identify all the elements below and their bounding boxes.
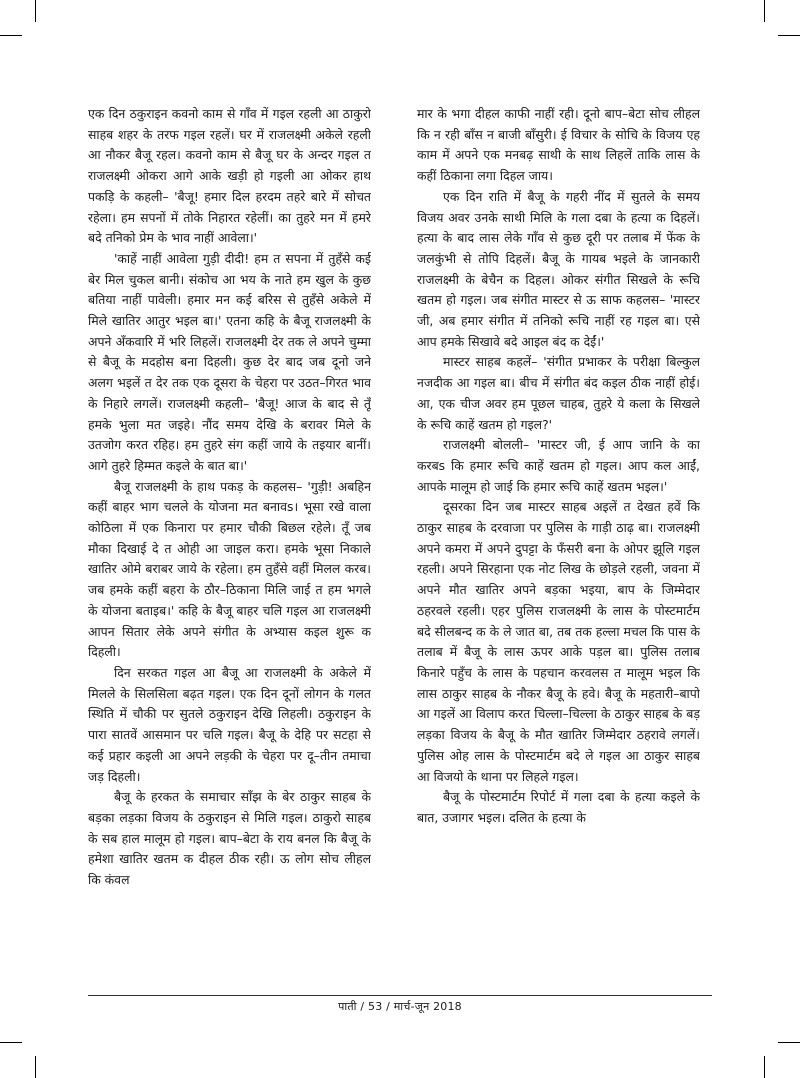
crop-mark (778, 1042, 800, 1043)
left-text-column (88, 104, 371, 986)
paragraph: बैजू के हरकत के समाचार साँझ के बेर ठाकुर साहब के बड़का लड़का विजय के ठकुराइन से मिलि गइल। ठाकुरो साहब के सब हाल मालूम हो गइल। बाप–बेटा के राय बनल कि बैजू के हमेशा खातिर खतम क दीहल ठीक रही। ऊ लोग सोच लीहल कि कंवल (88, 789, 371, 888)
paragraph: 'काहें नाहीं आवेला गुड़ी दीदी! हम त सपना में तुहँसे कई बेर मिल चुकल बानी। संकोच आ भय के नाते हम खुल के कुछ बतिया नाहीं पावेली। हमार मन कई बरिस से तुहँसे अकेले में मिले खातिर आतुर भइल बा।' एतना कहि के बैजू राजलक्ष्मी के अपने अँकवारि में भरि लिहलें। राजलक्ष्मी देर तक ले अपने चुम्मा से बैजू के मदहोस बना दिहली। कुछ देर बाद जब दूनो जने अलग भइलें त देर तक एक दूसरा के चेहरा पर उठत–गिरत भाव के निहारे लगलें। राजलक्ष्मी कहली– 'बैजू! आज के बाद से तूँ हमके भुला मत जइहे। नौंद समय देखि के बरावर मिले के उतजोग करत रहिह। हम तुहरे संग कहीं जाये के तइयार बानीं। आगे तुहरे हिम्मत कइले के बात बा।' (88, 250, 371, 473)
crop-mark (35, 1056, 36, 1078)
page-footer: पाती / 53 / मार्च-जून 2018 (338, 1000, 462, 1013)
paragraph: मार के भगा दीहल काफी नाहीं रही। दूनो बाप–बेटा सोच लीहल कि न रही बाँस न बाजी बाँसुरी। ई विचार के सोचि के विजय एह काम में अपने एक मनबढ़ साथी के साथ लिहलें ताकि लास के कहीं ठिकाना लगा दिहल जाय। (417, 106, 700, 184)
paragraph: एक दिन ठकुराइन कवनो काम से गाँव में गइल रहली आ ठाकुरो साहब शहर के तरफ गइल रहलें। घर में राजलक्ष्मी अकेले रहली आ नौकर बैजू रहल। कवनो काम से बैजू घर के अन्दर गइल त राजलक्ष्मी ओकरा आगे आके खड़ी हो गइली आ ओकर हाथ पकड़ि के कहली– 'बैजू! हमार दिल हरदम तहरे बारे में सोचत रहेला। हम सपनों में तोके निहारत रहेलीं। का तुहरे मन में हमरे बदे तनिको प्रेम के भाव नाहीं आवेला।' (88, 106, 371, 246)
paragraph: राजलक्ष्मी बोलली– 'मास्टर जी, ई आप जानि के का करबs कि हमार रूचि काहें खतम हो गइल। आप कल आईं, आपके मालूम हो जाई कि हमार रूचि काहें खतम भइल।' (417, 437, 700, 494)
footer-rule (88, 995, 712, 996)
right-text-column (417, 104, 700, 986)
crop-mark (778, 35, 800, 36)
paragraph: बैजू राजलक्ष्मी के हाथ पकड़ के कहलस– 'गुड़ी! अबहिन कहीं बाहर भाग चलले के योजना मत बनावs। भूसा रखे वाला कोठिला में एक किनारा पर हमार चौकी बिछल रहेले। तूँ जब मौका दिखाई दे त ओही आ जाइल करा। हमके भूसा निकाले खातिर ओमे बराबर जाये के रहेला। हम तुहँसे वहीं मिलल करब। जब हमके कहीं बहरा के ठौर–ठिकाना मिलि जाई त हम भगले के योजना बताइब।' कहि के बैजू बाहर चलि गइल आ राजलक्ष्मी आपन सितार लेके अपने संगीत के अभ्यास कइल शुरू क दिहली। (88, 478, 371, 660)
crop-mark (35, 0, 36, 22)
paragraph: बैजू के पोस्टमार्टम रिपोर्ट में गला दबा के हत्या कइले के बात, उजागर भइल। दलित के हत्या के (417, 789, 700, 825)
paragraph: मास्टर साहब कहलें– 'संगीत प्रभाकर के परीक्षा बिल्कुल नजदीक आ गइल बा। बीच में संगीत बंद कइल ठीक नाहीं होई। आ, एक चीज अवर हम पूछल चाहब, तुहरे ये कला के सिखले के रूचि काहें खतम हो गइल?' (417, 354, 700, 432)
crop-mark (764, 0, 765, 22)
paragraph: दूसरका दिन जब मास्टर साहब अइलें त देखत हवें कि ठाकुर साहब के दरवाजा पर पुलिस के गाड़ी ठाढ़ बा। राजलक्ष्मी अपने कमरा में अपने दुपट्टा के फँसरी बना के ओपर झूलि गइल रहली। अपने सिरहाना एक नोट लिख के छोड़ले रहली, जवना में अपने मौत खातिर अपने बड़का भइया, बाप के जिम्मेदार ठहरवले रहली। एहर पुलिस राजलक्ष्मी के लास के पोस्टमार्टम बदे सीलबन्द क के ले जात बा, तब तक हल्ला मचल कि पास के तलाब में बैजू के लास ऊपर आके पड़ल बा। पुलिस तलाब किनारे पहुँच के लास के पहचान करवलस त मालूम भइल कि लास ठाकुर साहब के नौकर बैजू के हवे। बैजू के महतारी–बापो आ गइलें आ विलाप करत चिल्ला–चिल्ला के ठाकुर साहब के बड़ लड़का विजय के बैजू के मौत खातिर जिम्मेदार ठहरावे लगलें। पुलिस ओह लास के पोस्टमार्टम बदे ले गइल आ ठाकुर साहब आ विजयो के थाना पर लिहले गइल। (417, 499, 700, 784)
crop-mark (0, 35, 22, 36)
crop-mark (764, 1056, 765, 1078)
paragraph: दिन सरकत गइल आ बैजू आ राजलक्ष्मी के अकेले में मिलले के सिलसिला बढ़त गइल। एक दिन दूनों लोगन के गलत स्थिति में चौकी पर सुतले ठकुराइन देखि लिहली। ठकुराइन के पारा सातवें आसमान पर चलि गइल। बैजू के देहि पर सटहा से कई प्रहार कइली आ अपने लड़की के चेहरा पर दू–तीन तमाचा जड़ दिहली। (88, 664, 371, 784)
paragraph: एक दिन राति में बैजू के गहरी नींद में सुतले के समय विजय अवर उनके साथी मिलि के गला दबा के हत्या क दिहलें। हत्या के बाद लास लेके गाँव से कुछ दूरी पर तलाब में फेंक के जलकुंभी से तोपि दिहलें। बैजू के गायब भइले के जानकारी राजलक्ष्मी के बेचैन क दिहल। ओकर संगीत सिखले के रूचि खतम हो गइल। जब संगीत मास्टर से ऊ साफ कहलस– 'मास्टर जी, अब हमार संगीत में तनिको रूचि नाहीं रह गइल बा। एसे आप हमके सिखावे बदे आइल बंद क देईं।' (417, 188, 700, 349)
crop-mark (0, 1042, 22, 1043)
